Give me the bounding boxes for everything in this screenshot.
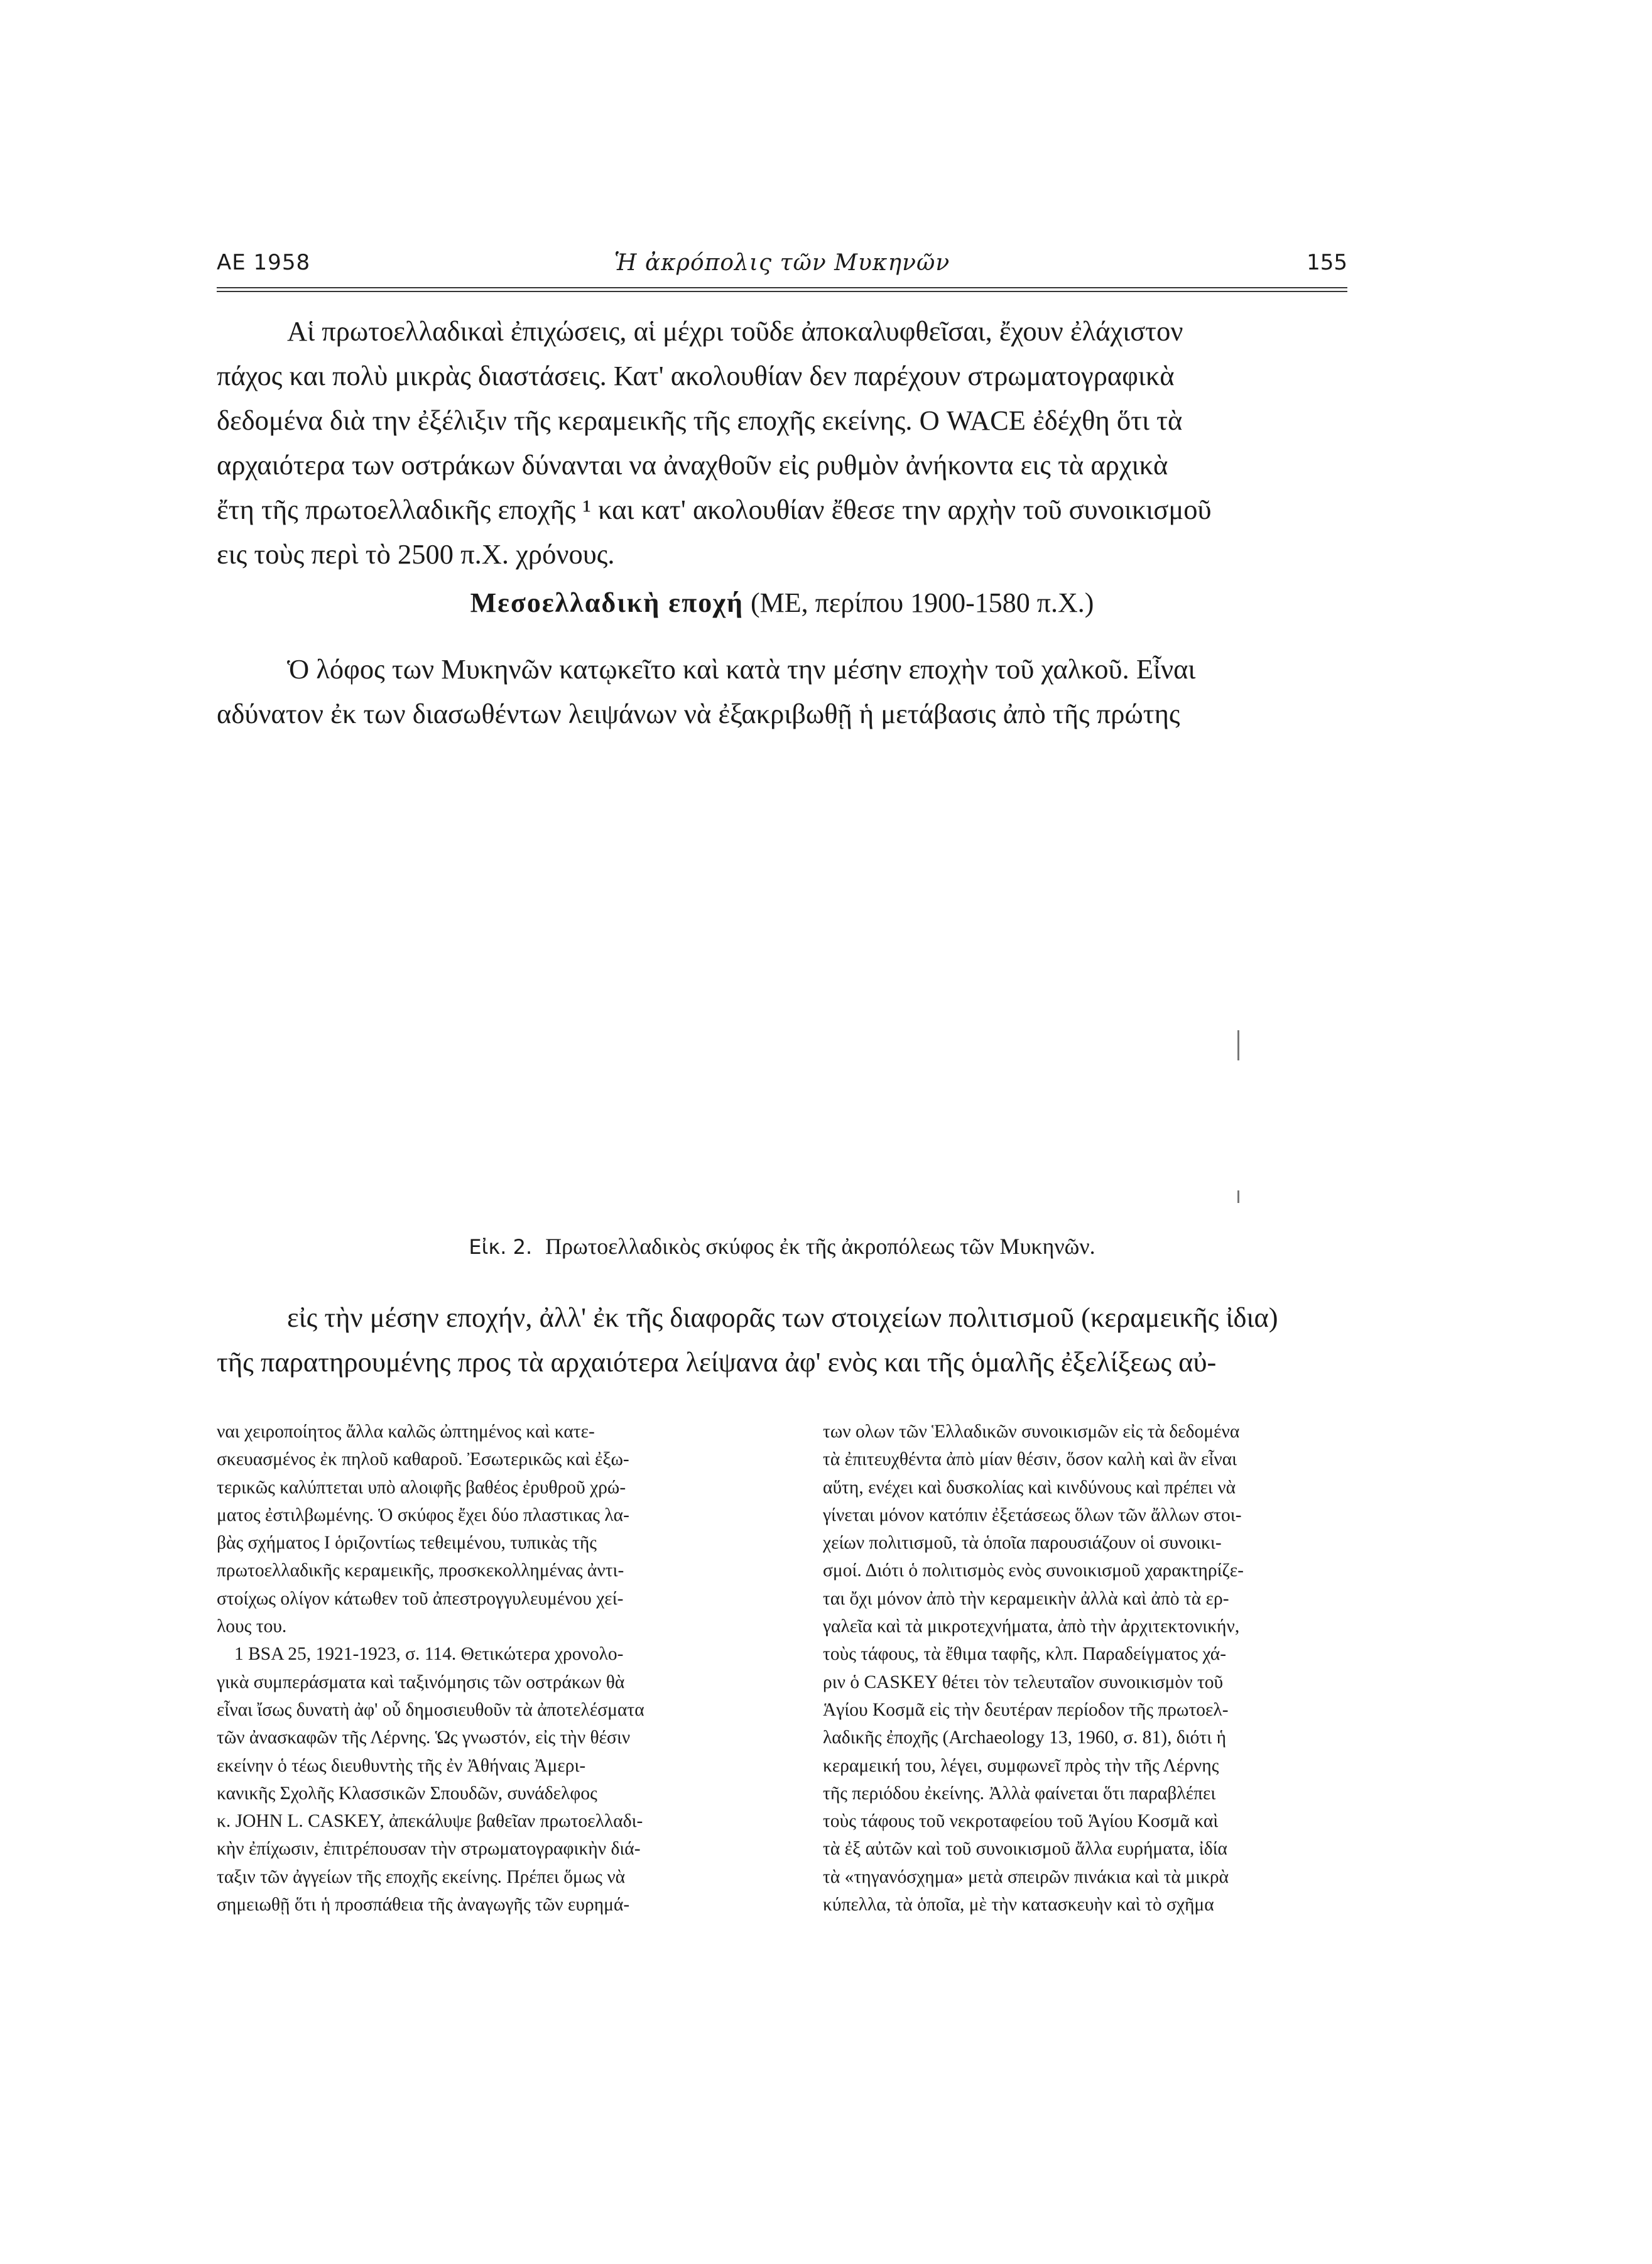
journal-label: ΑΕ 1958	[217, 250, 311, 275]
section-heading	[217, 584, 1347, 622]
footnote-line: γικὰ συμπεράσματα καὶ ταξινόμησις τῶν οστράκων θὰ	[217, 1672, 625, 1692]
text-line: ἔτη τῆς πρωτοελλαδικῆς εποχῆς ¹ και κατ' ακολουθίαν ἔθεσε την αρχὴν τοῦ συνοικισμοῦ	[217, 494, 1212, 525]
footnote-line: αὕτη, ενέχει καὶ δυσκολίας καὶ κινδύνους καὶ πρέπει νὰ	[823, 1477, 1236, 1498]
footnote-line: κανικῆς Σχολῆς Κλασσικῶν Σπουδῶν, συνάδελφος	[217, 1783, 597, 1804]
footnote-line: εἶναι ἴσως δυνατὴ ἀφ' οὗ δημοσιευθοῦν τὰ ἀποτελέσματα	[217, 1699, 644, 1720]
footnote-line: γίνεται μόνον κατόπιν ἐξετάσεως ὅλων τῶν ἄλλων στοι-	[823, 1505, 1242, 1525]
scan-mark	[1237, 1030, 1239, 1060]
header-rule-bottom	[217, 291, 1347, 292]
footnote-line: λαδικῆς ἐποχῆς (Archaeology 13, 1960, σ. 81), διότι ἡ	[823, 1728, 1227, 1748]
header-rule-top	[217, 287, 1347, 288]
scan-mark	[1237, 1190, 1239, 1203]
section-subtitle: (ΜΕ, περίπου 1900-1580 π.Χ.)	[750, 587, 1094, 618]
footnote-line: Ἁγίου Κοσμᾶ εἰς τὴν δευτέραν περίοδον τῆς πρωτοελ-	[823, 1699, 1229, 1720]
footnote-line: τοὺς τάφους τοῦ νεκροταφείου τοῦ Ἁγίου Κοσμᾶ καὶ	[823, 1811, 1219, 1832]
paragraph-3	[217, 1295, 1347, 1385]
paragraph-2	[217, 647, 1347, 736]
figure-caption-text: Πρωτοελλαδικὸς σκύφος ἐκ τῆς ἀκροπόλεως τῶν Μυκηνῶν.	[545, 1234, 1095, 1259]
figure-image-area	[217, 741, 1347, 1231]
footnote-line: πρωτοελλαδικῆς κεραμεικῆς, προσκεκολλημένας ἀντι-	[217, 1560, 624, 1581]
footnote-line: ματος ἐστιλβωμένης. Ὁ σκύφος ἔχει δύο πλαστικας λα-	[217, 1505, 629, 1525]
footnote-line: σημειωθῇ ὅτι ἡ προσπάθεια τῆς ἀναγωγῆς τῶν ευρημά-	[217, 1895, 630, 1915]
footnote-line: τῶν ἀνασκαφῶν τῆς Λέρνης. Ὡς γνωστόν, εἰς τὴν θέσιν	[217, 1728, 631, 1748]
text-line: εις τοὺς περὶ τὸ 2500 π.Χ. χρόνους.	[217, 538, 615, 570]
text-line: τῆς παρατηρουμένης προς τὰ αρχαιότερα λείψανα ἀφ' ενὸς και τῆς ὁμαλῆς ἐξελίξεως αὐ-	[217, 1346, 1217, 1378]
running-header	[217, 250, 1347, 288]
figure-label: Εἰκ. 2.	[469, 1235, 533, 1259]
footnote-line: κ. JOHN L. CASKEY, ἀπεκάλυψε βαθεῖαν πρωτοελλαδι-	[217, 1811, 643, 1832]
footnote-line: τοὺς τάφους, τὰ ἔθιμα ταφῆς, κλπ. Παραδείγματος χά-	[823, 1644, 1227, 1665]
footnote-line: χείων πολιτισμοῦ, τὰ ὁποῖα παρουσιάζουν οἱ συνοικι-	[823, 1533, 1222, 1554]
text-line: Ὁ λόφος των Μυκηνῶν κατῳκεῖτο καὶ κατὰ την μέσην εποχὴν τοῦ χαλκοῦ. Εἶναι	[287, 653, 1196, 685]
footnote-line: στοίχως ολίγον κάτωθεν τοῦ ἀπεστρογγυλευμένου χεί-	[217, 1588, 624, 1609]
footnote-line: τερικῶς καλύπτεται υπὸ αλοιφῆς βαθέος ἐρυθροῦ χρώ-	[217, 1477, 626, 1498]
footnote-line: σμοί. Διότι ὁ πολιτισμὸς ενὸς συνοικισμοῦ χαρακτηρίζε-	[823, 1560, 1244, 1581]
footnote-line: τὰ ἐξ αὐτῶν καὶ τοῦ συνοικισμοῦ ἄλλα ευρήματα, ἰδία	[823, 1839, 1227, 1859]
paragraph-1	[217, 309, 1347, 577]
running-title: Ἡ ἀκρόπολις τῶν Μυκηνῶν	[614, 250, 950, 276]
footnote-line: ριν ὁ CASKEY θέτει τὸν τελευταῖον συνοικισμὸν τοῦ	[823, 1672, 1224, 1692]
text-line: αρχαιότερα των οστράκων δύνανται να ἀναχθοῦν εἰς ρυθμὸν ἀνήκοντα εις τὰ αρχικὰ	[217, 449, 1168, 481]
footnote-line: τῆς περιόδου ἐκείνης. Ἀλλὰ φαίνεται ὅτι παραβλέπει	[823, 1783, 1216, 1804]
footnote-line: βὰς σχήματος Ι ὁριζοντίως τεθειμένου, τυπικὰς τῆς	[217, 1533, 597, 1554]
footnote-line: κὴν ἐπίχωσιν, ἐπιτρέπουσαν τὴν στρωματογραφικὴν διά-	[217, 1839, 641, 1859]
footnote-line: τὰ ἐπιτευχθέντα ἀπὸ μίαν θέσιν, ὅσον καλὴ καὶ ἂν εἶναι	[823, 1449, 1237, 1470]
footnote-line: ται ὄχι μόνον ἀπὸ τὴν κεραμεικὴν ἀλλὰ καὶ ἀπὸ τὰ ερ-	[823, 1588, 1229, 1609]
footnote-line: γαλεῖα καὶ τὰ μικροτεχνήματα, ἀπὸ τὴν ἀρχιτεκτονικήν,	[823, 1616, 1240, 1637]
footnote-line: 1 BSA 25, 1921-1923, σ. 114. Θετικώτερα χρονολο-	[234, 1644, 624, 1665]
footnote-line: κεραμεική του, λέγει, συμφωνεῖ πρὸς τὴν τῆς Λέρνης	[823, 1755, 1219, 1776]
text-line: εἰς τὴν μέσην εποχήν, ἀλλ' ἐκ τῆς διαφορᾶς των στοιχείων πολιτισμοῦ (κεραμεικῆς ἰδια)	[287, 1302, 1278, 1333]
footnotes-left-column	[217, 1418, 743, 1918]
footnote-line: λους του.	[217, 1616, 287, 1637]
text-line: δεδομένα διὰ την ἐξέλιξιν τῆς κεραμεικῆς τῆς εποχῆς εκείνης. Ο WACE ἐδέχθη ὅτι τὰ	[217, 405, 1183, 436]
text-line: Αἱ πρωτοελλαδικαὶ ἐπιχώσεις, αἱ μέχρι τοῦδε ἀποκαλυφθεῖσαι, ἔχουν ἐλάχιστον	[287, 315, 1183, 347]
page-number: 155	[1307, 250, 1347, 275]
footnote-line: σκευασμένος ἐκ πηλοῦ καθαροῦ. Ἐσωτερικῶς καὶ ἐξω-	[217, 1449, 629, 1470]
footnote-line: κύπελλα, τὰ ὁποῖα, μὲ τὴν κατασκευὴν καὶ τὸ σχῆμα	[823, 1895, 1214, 1915]
footnote-line: εκείνην ὁ τέως διευθυντὴς τῆς ἐν Ἀθήναις Ἀμερι-	[217, 1755, 586, 1776]
figure-caption	[217, 1233, 1347, 1260]
footnote-line: τὰ «τηγανόσχημα» μετὰ σπειρῶν πινάκια καὶ τὰ μικρὰ	[823, 1866, 1229, 1887]
text-line: πάχος και πολὺ μικρὰς διαστάσεις. Κατ' ακολουθίαν δεν παρέχουν στρωματογραφικὰ	[217, 360, 1175, 391]
footnote-line: ταξιν τῶν ἀγγείων τῆς εποχῆς εκείνης. Πρέπει ὅμως νὰ	[217, 1866, 626, 1887]
footnotes-right-column	[823, 1418, 1349, 1918]
text-line: αδύνατον ἐκ των διασωθέντων λειψάνων νὰ ἐξακριβωθῇ ἡ μετάβασις ἀπὸ τῆς πρώτης	[217, 698, 1180, 729]
footnote-line: ναι χειροποίητος ἄλλα καλῶς ὠπτημένος καὶ κατε-	[217, 1422, 595, 1442]
footnote-line: των ολων τῶν Ἑλλαδικῶν συνοικισμῶν εἰς τὰ δεδομένα	[823, 1422, 1240, 1442]
section-title: Μεσοελλαδικὴ εποχή	[470, 587, 744, 618]
